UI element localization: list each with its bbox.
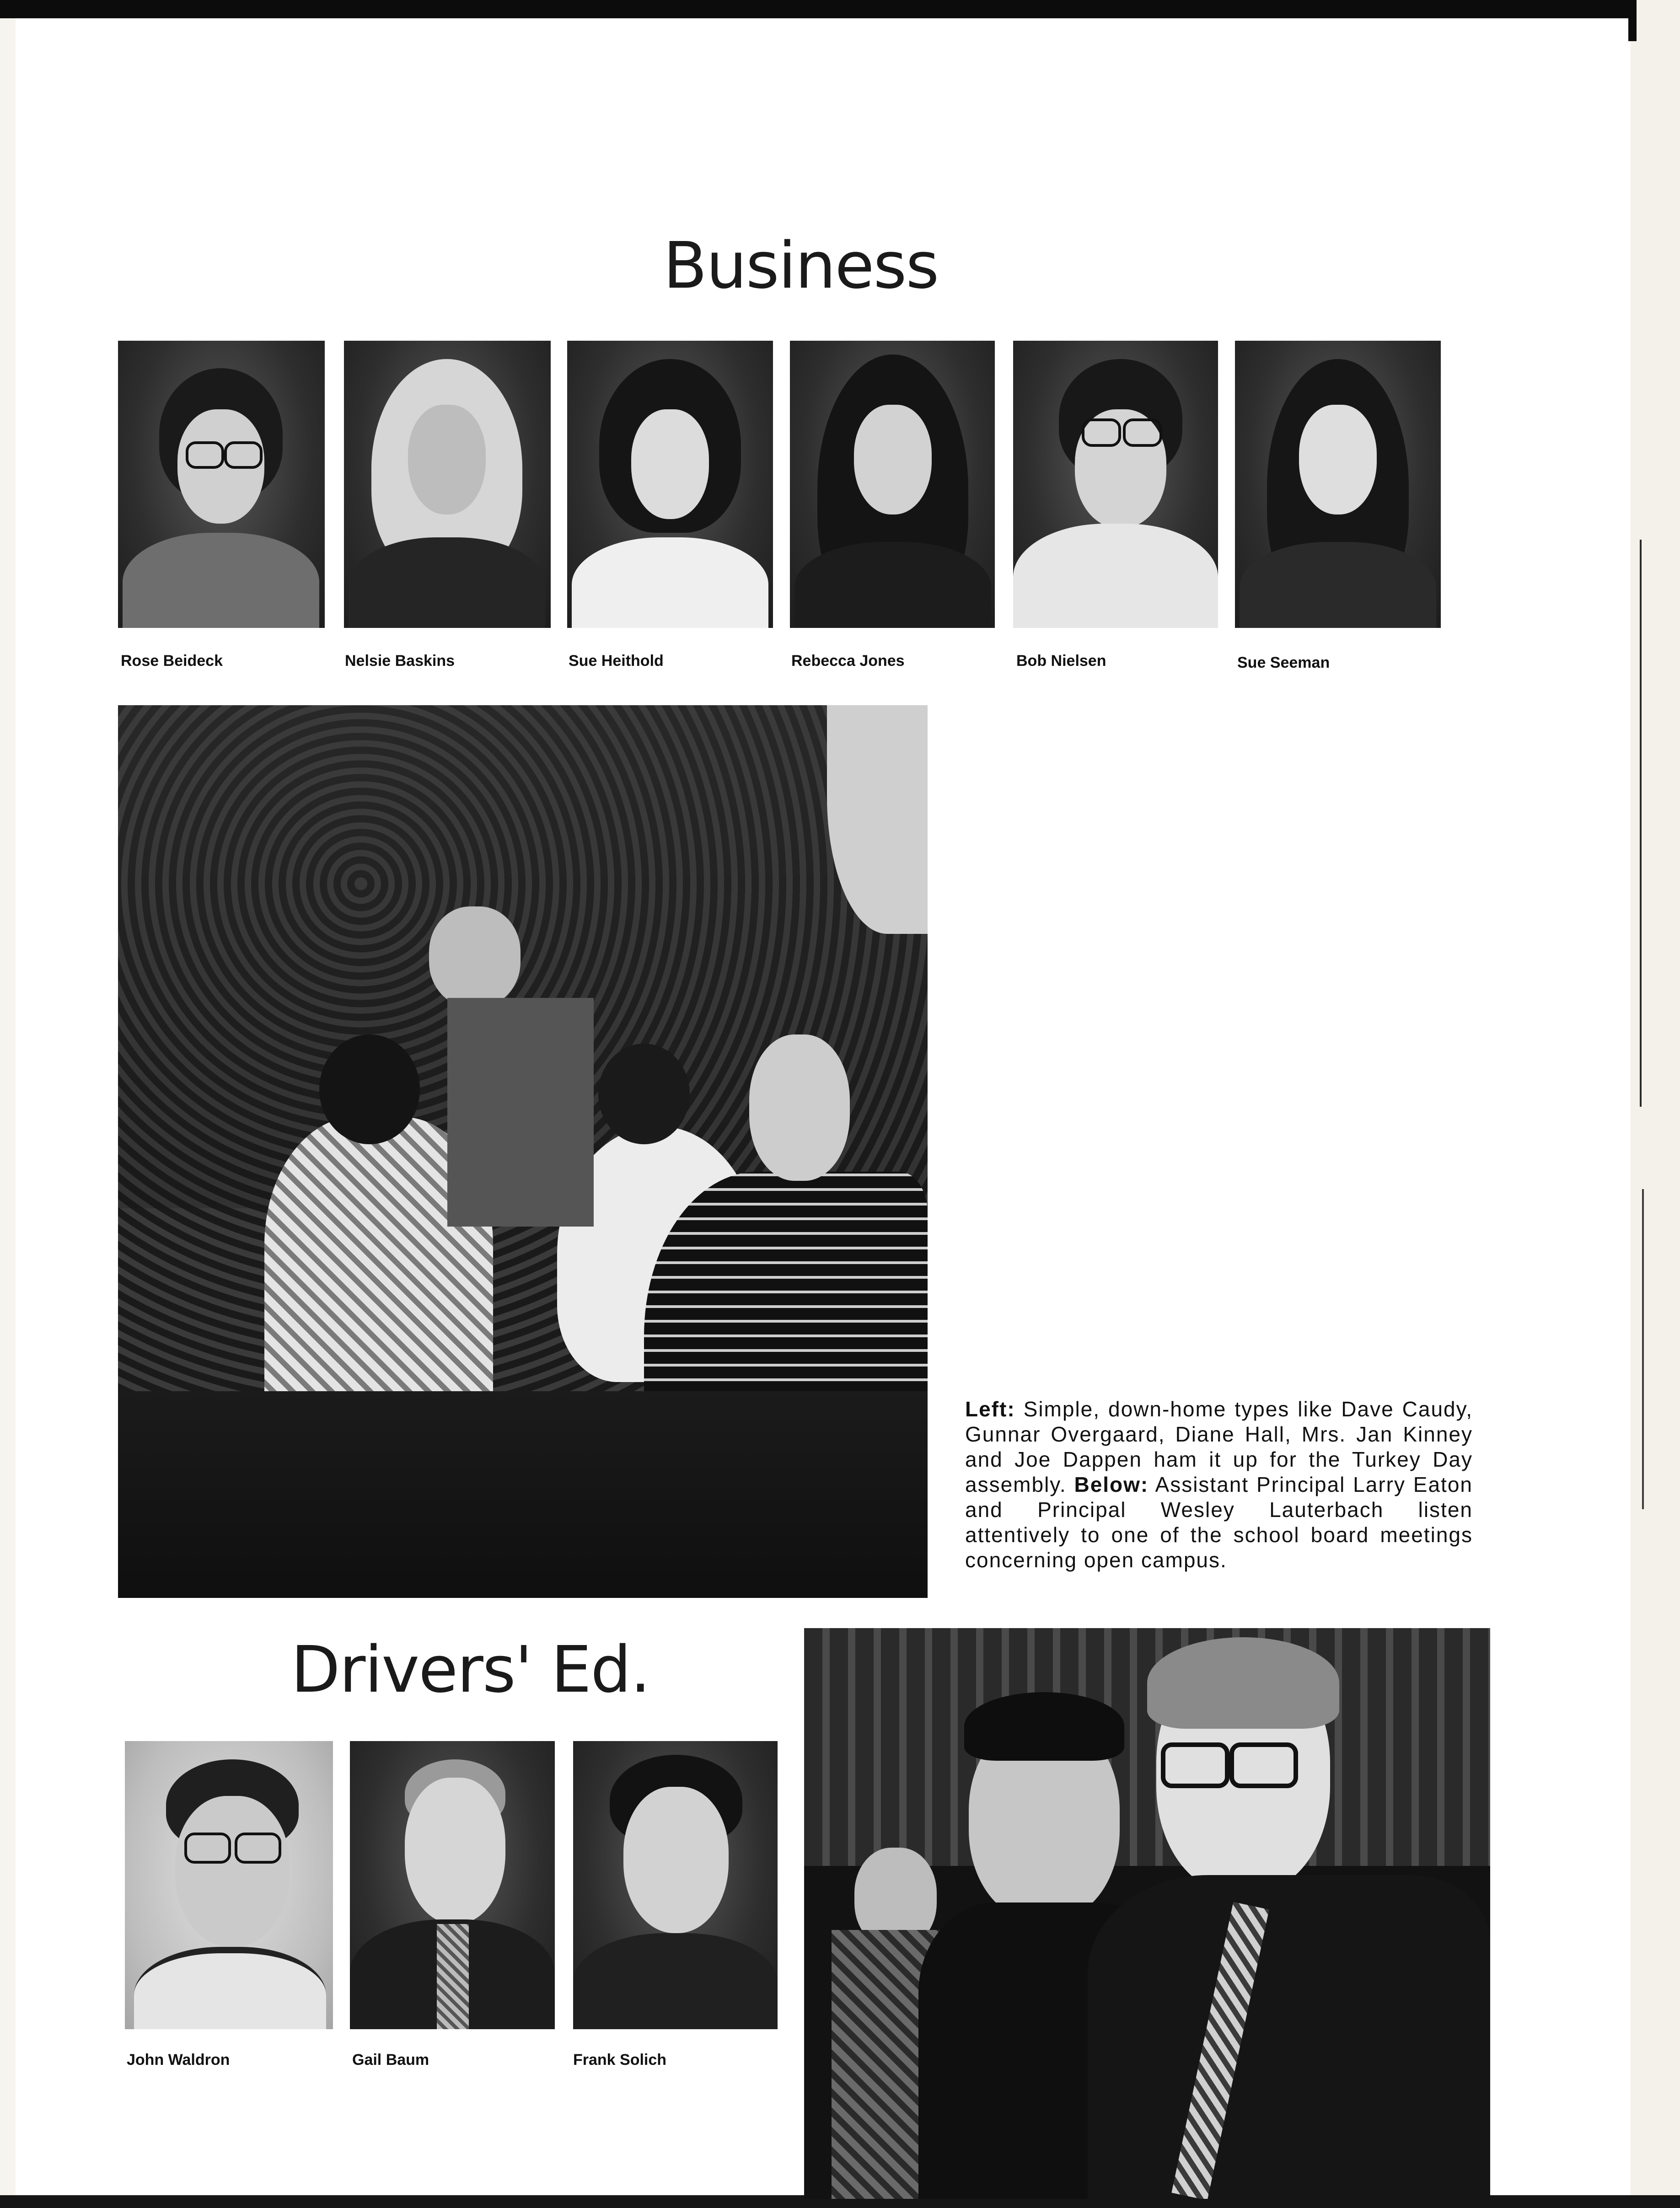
portrait-photo	[567, 341, 773, 628]
section-heading-business: Business	[663, 229, 939, 303]
faculty-name: Gail Baum	[352, 2051, 429, 2069]
faculty-name: Nelsie Baskins	[345, 652, 455, 670]
portrait-photo	[1235, 341, 1441, 628]
faculty-name: Rose Beideck	[121, 652, 223, 670]
page-fold-line	[1642, 1189, 1644, 1509]
page-scan-edge-corner	[1628, 0, 1637, 41]
portrait-photo	[350, 1741, 555, 2029]
portrait-photo	[344, 341, 551, 628]
caption-text-left: Simple, down-home types like Dave Caudy, Gunnar Overgaard, Diane Hall, Mrs. Jan Kinney and Joe Dappen ham it up for the Turkey Day assembly.	[965, 1397, 1473, 1496]
page-fold-line	[1640, 540, 1642, 1107]
photo-caption	[965, 1397, 1473, 1573]
caption-label-below: Below:	[1074, 1473, 1149, 1496]
section-heading-drivers-ed: Drivers' Ed.	[291, 1633, 650, 1707]
portrait-photo	[573, 1741, 778, 2029]
page-scan-edge-top	[0, 0, 1680, 18]
faculty-name: Frank Solich	[573, 2051, 667, 2069]
portrait-photo	[1013, 341, 1218, 628]
board-meeting-photo	[804, 1628, 1490, 2199]
faculty-name: Sue Seeman	[1237, 654, 1330, 671]
faculty-name: Rebecca Jones	[791, 652, 905, 670]
faculty-name: Bob Nielsen	[1016, 652, 1106, 670]
portrait-photo	[118, 341, 325, 628]
caption-label-left: Left:	[965, 1397, 1015, 1421]
faculty-name: John Waldron	[127, 2051, 230, 2069]
assembly-photo	[118, 705, 928, 1598]
page-margin-left	[0, 0, 16, 2208]
faculty-name: Sue Heithold	[569, 652, 664, 670]
portrait-photo	[790, 341, 995, 628]
page-margin-right	[1631, 0, 1680, 2208]
portrait-photo	[125, 1741, 333, 2029]
caption-text-below: Assistant Principal Larry Eaton and Principal Wesley Lauterbach listen attentively to one of the school board meetings concerning open campus.	[965, 1473, 1473, 1572]
